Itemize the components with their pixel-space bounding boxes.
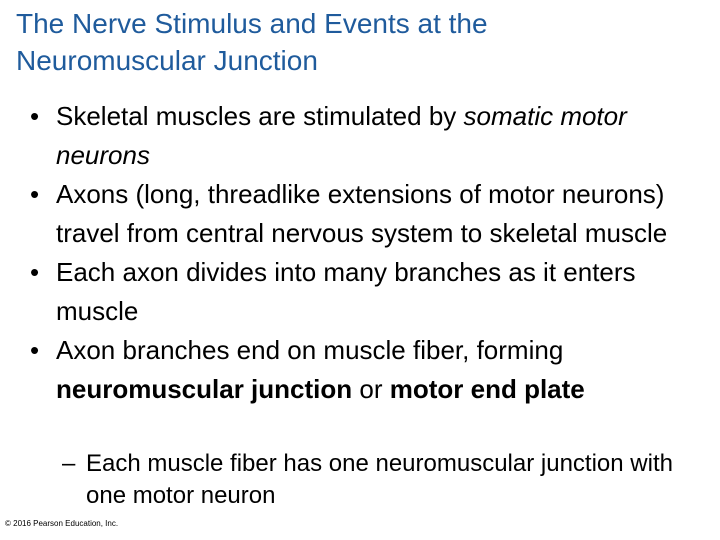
sub-bullet-dash: –: [62, 450, 76, 477]
sub-bullet-text: Each muscle fiber has one neuromuscular junction with one motor neuron: [86, 450, 673, 509]
bullet-4-connector: or: [352, 374, 390, 404]
bullet-3-text: Each axon divides into many branches as it enters muscle: [56, 257, 636, 326]
bullet-axon-branches: [30, 253, 690, 331]
bullet-4-bold-term-2: motor end plate: [389, 374, 585, 404]
bullet-axons: [30, 175, 690, 253]
bullet-2-text: Axons (long, threadlike extensions of motor neurons) travel from central nervous system to skeletal muscle: [56, 179, 668, 248]
copyright-notice: © 2016 Pearson Education, Inc.: [5, 519, 119, 528]
bullet-1-italic-term: somatic motor neurons: [56, 101, 627, 170]
bullet-4-text: Axon branches end on muscle fiber, forming: [56, 335, 564, 365]
slide-title: [16, 5, 696, 79]
bullet-list: [30, 97, 690, 409]
bullet-1-text: Skeletal muscles are stimulated by: [56, 101, 464, 131]
title-line-1: The Nerve Stimulus and Events at the: [16, 8, 488, 39]
title-line-2: Neuromuscular Junction: [16, 45, 318, 76]
sub-bullet: [62, 448, 686, 512]
bullet-neuromuscular-junction: [30, 331, 690, 409]
bullet-4-bold-term-1: neuromuscular junction: [56, 374, 353, 404]
bullet-somatic-motor-neurons: [30, 97, 690, 175]
